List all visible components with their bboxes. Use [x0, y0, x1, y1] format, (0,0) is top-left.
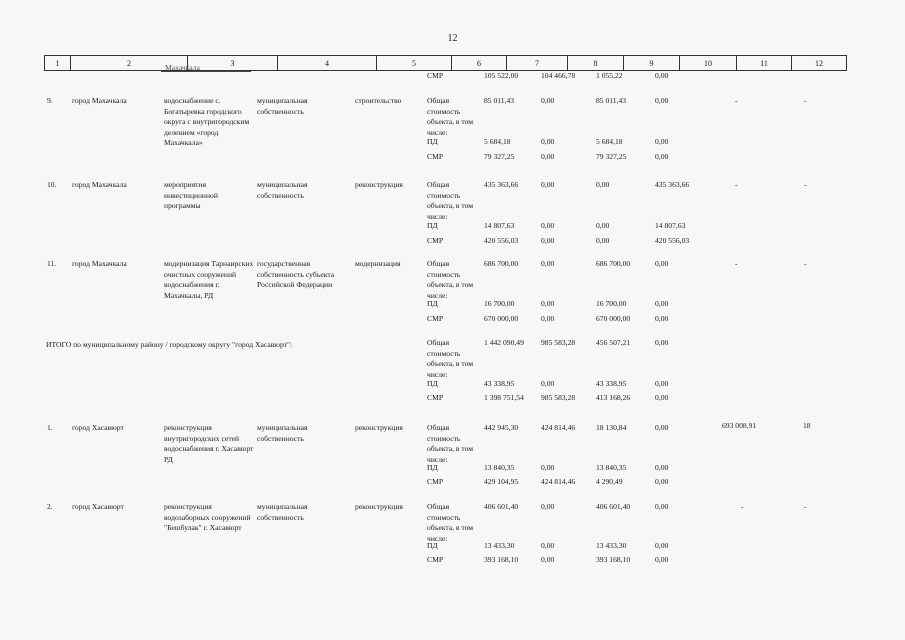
cell-value: 0,00 — [655, 477, 669, 486]
col-header: 10 — [680, 56, 737, 71]
cell-value: 0,00 — [541, 221, 555, 230]
cell-value: - — [804, 502, 807, 511]
pd-label: ПД — [427, 137, 438, 146]
pd-label: ПД — [427, 379, 438, 388]
cell-value: 13 433,30 — [484, 541, 515, 550]
cell-value: 435 363,66 — [484, 180, 519, 189]
col-header: 12 — [792, 56, 847, 71]
cell-value: 985 583,28 — [541, 393, 576, 402]
cell-value: 686 700,00 — [596, 259, 631, 268]
cell-value: 0,00 — [655, 463, 669, 472]
cell-value: 0,00 — [655, 314, 669, 323]
work-type: модернизация — [355, 259, 401, 268]
cell-value: 0,00 — [541, 463, 555, 472]
cell-value: - — [735, 180, 738, 189]
cell-value: 0,00 — [655, 555, 669, 564]
ownership: муниципальная собственность — [257, 96, 308, 116]
cell-value: 670 000,00 — [596, 314, 631, 323]
cell-value: 0,00 — [541, 96, 555, 105]
page-number: 12 — [447, 33, 458, 44]
ownership: муниципальная собственность — [257, 180, 308, 200]
cell-value: 424 814,46 — [541, 477, 576, 486]
city: город Хасавюрт — [72, 423, 124, 432]
cell-value: 0,00 — [655, 137, 669, 146]
cell-value: 1 442 090,49 — [484, 338, 524, 347]
object-name: модернизация Тарнаирских очистных сооружений водоснабжения г. Махачкалы, РД — [164, 259, 254, 300]
cell-value: 18 130,84 — [596, 423, 627, 432]
smr-label: СМР — [427, 314, 444, 323]
col-header: 7 — [507, 56, 568, 71]
cell-value: 456 507,21 — [596, 338, 631, 347]
cell-value: 105 522,00 — [484, 71, 519, 80]
cell-value: 406 601,40 — [596, 502, 631, 511]
cell-value: 435 363,66 — [655, 180, 690, 189]
cell-value: 0,00 — [655, 259, 669, 268]
total-label: Общая стоимость объекта, в том числе: — [427, 338, 474, 379]
object-name: мероприятия инвестиционной программы — [164, 180, 218, 210]
ownership: муниципальная собственность — [257, 502, 308, 522]
cell-value: 0,00 — [596, 221, 610, 230]
cell-value: 5 684,18 — [596, 137, 623, 146]
cell-value: 79 327,25 — [484, 152, 515, 161]
row-number: 10. — [47, 180, 57, 189]
cell-value: 0,00 — [541, 236, 555, 245]
cell-value: 85 011,43 — [596, 96, 627, 105]
cell-value: 13 840,35 — [484, 463, 515, 472]
row-number: 9. — [47, 96, 53, 105]
pd-label: ПД — [427, 221, 438, 230]
col-header: 8 — [568, 56, 624, 71]
city: город Махачкала — [72, 96, 127, 105]
smr-label: СМР — [427, 477, 444, 486]
work-type: реконструкция — [355, 423, 403, 432]
cell-value: 0,00 — [655, 541, 669, 550]
cell-value: 0,00 — [541, 259, 555, 268]
row-number: 1. — [47, 423, 53, 432]
cell-value: 18 — [803, 421, 811, 430]
cell-value: 0,00 — [655, 379, 669, 388]
cell-value: 0,00 — [541, 555, 555, 564]
pd-label: ПД — [427, 541, 438, 550]
cell-value: 413 168,26 — [596, 393, 631, 402]
cell-value: 104 466,78 — [541, 71, 576, 80]
cell-value: 0,00 — [541, 180, 555, 189]
col-header: 4 — [278, 56, 377, 71]
cell-value: 43 338,95 — [596, 379, 627, 388]
cell-value: 693 008,91 — [722, 421, 757, 430]
smr-label: СМР — [427, 236, 444, 245]
cell-value: 420 556,03 — [484, 236, 519, 245]
cell-value: 0,00 — [541, 152, 555, 161]
cell-value: 0,00 — [655, 71, 669, 80]
cell-value: - — [735, 259, 738, 268]
total-label: Общая стоимость объекта, в том числе: — [427, 502, 474, 543]
ownership: муниципальная собственность — [257, 423, 308, 443]
cell-value: 16 700,00 — [484, 299, 515, 308]
city: город Хасавюрт — [72, 502, 124, 511]
col-header: 9 — [624, 56, 680, 71]
cell-value: 0,00 — [655, 152, 669, 161]
cell-value: 79 327,25 — [596, 152, 627, 161]
total-label: Общая стоимость объекта, в том числе: — [427, 259, 474, 300]
cell-value: 0,00 — [541, 299, 555, 308]
cell-value: - — [804, 96, 807, 105]
cell-value: 393 168,10 — [596, 555, 631, 564]
cell-value: 424 814,46 — [541, 423, 576, 432]
cell-value: 0,00 — [541, 541, 555, 550]
cell-value: 1 055,22 — [596, 71, 623, 80]
cell-value: 985 583,28 — [541, 338, 576, 347]
cell-value: 406 601,40 — [484, 502, 519, 511]
col-header: 11 — [737, 56, 792, 71]
work-type: реконструкция — [355, 180, 403, 189]
smr-label: СМР — [427, 393, 444, 402]
cell-value: 0,00 — [655, 393, 669, 402]
cell-value: 0,00 — [655, 96, 669, 105]
city: город Махачкала — [72, 259, 127, 268]
cell-value: 0,00 — [596, 180, 610, 189]
object-name: реконструкция внутригородских сетей водоснабжения г. Хасавюрт РД — [164, 423, 254, 464]
cell-value: 0,00 — [541, 137, 555, 146]
cell-value: 0,00 — [596, 236, 610, 245]
pd-label: ПД — [427, 463, 438, 472]
work-type: строительство — [355, 96, 402, 105]
cutoff-strike — [161, 71, 251, 72]
row-number: 11. — [47, 259, 57, 268]
city: город Махачкала — [72, 180, 127, 189]
smr-label: СМР — [427, 555, 444, 564]
cell-value: 0,00 — [541, 314, 555, 323]
work-type: реконструкция — [355, 502, 403, 511]
itogo-label: ИТОГО по муниципальному району / городскому округу "город Хасавюрт": — [46, 340, 293, 349]
cell-value: 442 945,30 — [484, 423, 519, 432]
cell-value: 0,00 — [655, 502, 669, 511]
row-number: 2. — [47, 502, 53, 511]
cell-value: 429 104,95 — [484, 477, 519, 486]
cell-value: 420 556,03 — [655, 236, 690, 245]
cell-value: 0,00 — [541, 379, 555, 388]
cell-value: 0,00 — [655, 299, 669, 308]
smr-label: СМР — [427, 152, 444, 161]
cell-value: 5 684,18 — [484, 137, 511, 146]
cell-value: - — [804, 259, 807, 268]
total-label: Общая стоимость объекта, в том числе: — [427, 423, 474, 464]
cutoff-text: Махачкала — [165, 63, 200, 72]
cell-value: 393 168,10 — [484, 555, 519, 564]
cell-value: 85 011,43 — [484, 96, 515, 105]
cell-value: 13 433,30 — [596, 541, 627, 550]
cell-value: 14 807,63 — [484, 221, 515, 230]
cell-value: 686 700,00 — [484, 259, 519, 268]
cell-value: 43 338,95 — [484, 379, 515, 388]
cell-value: - — [735, 96, 738, 105]
object-name: реконструкция водозаборных сооружений "Бешбулак" г. Хасавюрт — [164, 502, 251, 532]
col-header: 3 — [188, 56, 278, 71]
cell-value: - — [804, 180, 807, 189]
cell-value: 670 000,00 — [484, 314, 519, 323]
total-label: Общая стоимость объекта, в том числе: — [427, 180, 474, 221]
cell-value: - — [741, 502, 744, 511]
cell-value: 4 290,49 — [596, 477, 623, 486]
object-name: водоснабжение с. Богатыревка городского округа с внутригородским делением «город Махачкала» — [164, 96, 250, 147]
smr-label: СМР — [427, 71, 444, 80]
cell-value: 1 398 751,54 — [484, 393, 524, 402]
cell-value: 0,00 — [655, 338, 669, 347]
col-header: 5 — [377, 56, 452, 71]
total-label: Общая стоимость объекта, в том числе: — [427, 96, 474, 137]
cell-value: 13 840,35 — [596, 463, 627, 472]
col-header: 2 — [71, 56, 188, 71]
cell-value: 0,00 — [541, 502, 555, 511]
cell-value: 0,00 — [655, 423, 669, 432]
cell-value: 14 807,63 — [655, 221, 686, 230]
ownership: государственная собственность субъекта Российской Федерации — [257, 259, 335, 289]
pd-label: ПД — [427, 299, 438, 308]
col-header: 6 — [452, 56, 507, 71]
col-header: 1 — [45, 56, 71, 71]
cell-value: 16 700,00 — [596, 299, 627, 308]
